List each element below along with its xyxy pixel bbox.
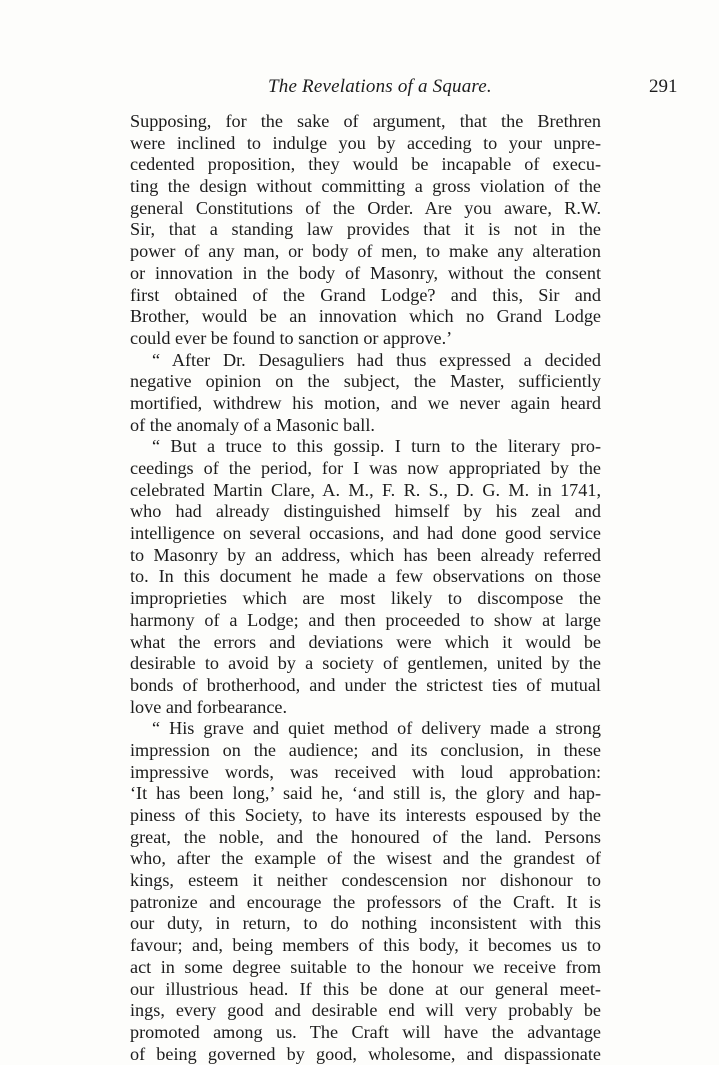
- text-line-content: what the errors and deviations were which it would be: [130, 631, 601, 652]
- text-line: [130, 979, 601, 1001]
- text-line: [130, 588, 601, 610]
- text-line: [130, 111, 601, 133]
- text-line: [130, 545, 601, 567]
- text-line: [130, 913, 601, 935]
- text-line: [130, 263, 601, 285]
- text-line-content: negative opinion on the subject, the Master, sufficiently: [130, 371, 601, 392]
- text-line-content: Brother, would be an innovation which no Grand Lodge: [130, 306, 601, 327]
- text-line-content: mortified, withdrew his motion, and we never again heard: [130, 392, 601, 413]
- text-line-content: harmony of a Lodge; and then proceeded to show at large: [130, 609, 601, 630]
- text-line-content: Supposing, for the sake of argument, that the Brethren: [130, 111, 601, 131]
- text-line-content: impression on the audience; and its conclusion, in these: [130, 739, 601, 760]
- text-line-content: “ After Dr. Desaguliers had thus expressed a decided: [152, 349, 601, 370]
- running-title: The Revelations of a Square.: [268, 76, 492, 97]
- text-line: [130, 1022, 601, 1044]
- text-line: [130, 241, 601, 263]
- text-line: [130, 436, 601, 458]
- text-line-content: improprieties which are most likely to discompose the: [130, 588, 601, 609]
- text-line: [130, 133, 601, 155]
- text-line: [130, 848, 601, 870]
- text-line-content: to Masonry by an address, which has been already referred: [130, 544, 601, 565]
- text-line: [130, 740, 601, 762]
- text-line-content: kings, esteem it neither condescension nor dishonour to: [130, 870, 601, 891]
- text-line-content: ‘It has been long,’ said he, ‘and still is, the glory and hap-: [130, 783, 601, 804]
- text-line: [130, 523, 601, 545]
- text-line-content: who, after the example of the wisest and the grandest of: [130, 848, 601, 869]
- text-line-content: impressive words, was received with loud approbation:: [130, 761, 601, 782]
- text-line: [130, 415, 601, 437]
- text-line: [130, 219, 601, 241]
- text-line: [130, 827, 601, 849]
- text-line: [130, 762, 601, 784]
- text-line: [130, 675, 601, 697]
- text-line: [130, 328, 601, 350]
- text-line-content: Sir, that a standing law provides that it is not in the: [130, 219, 601, 240]
- text-line-content: our illustrious head. If this be done at our general meet-: [130, 978, 601, 999]
- text-line: [130, 1000, 601, 1022]
- text-line-content: of being governed by good, wholesome, and dispassionate: [130, 1043, 601, 1064]
- text-line: [130, 350, 601, 372]
- text-line-content: ings, every good and desirable end will very probably be: [130, 1000, 601, 1021]
- page-number: 291: [649, 76, 678, 97]
- text-line-content: power of any man, or body of men, to make any alteration: [130, 241, 601, 262]
- text-line: [130, 176, 601, 198]
- text-line-content: patronize and encourage the professors of the Craft. It is: [130, 891, 601, 912]
- text-line-content: who had already distinguished himself by his zeal and: [130, 501, 601, 522]
- text-line-content: first obtained of the Grand Lodge? and this, Sir and: [130, 284, 601, 305]
- text-line: [130, 480, 601, 502]
- body-text: [130, 111, 601, 1065]
- text-line-content: intelligence on several occasions, and had done good service: [130, 523, 601, 544]
- text-line-content: piness of this Society, to have its interests espoused by the: [130, 805, 601, 825]
- text-line-content: act in some degree suitable to the honour we receive from: [130, 956, 601, 977]
- text-line-content: cedented proposition, they would be incapable of execu-: [130, 154, 601, 175]
- text-line-content: celebrated Martin Clare, A. M., F. R. S., D. G. M. in 1741,: [130, 479, 601, 500]
- text-line: [130, 393, 601, 415]
- text-line: [130, 198, 601, 220]
- text-line-content: bonds of brotherhood, and under the strictest ties of mutual: [130, 674, 601, 695]
- text-line: [130, 610, 601, 632]
- text-line-content: of the anomaly of a Masonic ball.: [130, 414, 375, 435]
- text-line: [130, 306, 601, 328]
- text-line-content: ting the design without committing a gross violation of the: [130, 176, 601, 197]
- text-line: [130, 892, 601, 914]
- text-line: [130, 371, 601, 393]
- text-line-content: great, the noble, and the honoured of the land. Persons: [130, 826, 601, 847]
- text-line-content: our duty, in return, to do nothing inconsistent with this: [130, 913, 601, 934]
- text-line: [130, 653, 601, 675]
- text-line: [130, 870, 601, 892]
- text-line: [130, 697, 601, 719]
- text-line: [130, 566, 601, 588]
- text-line-content: love and forbearance.: [130, 696, 288, 717]
- text-line: [130, 957, 601, 979]
- text-line: [130, 458, 601, 480]
- text-line-content: “ His grave and quiet method of delivery made a strong: [152, 718, 601, 739]
- text-line-content: were inclined to indulge you by acceding to your unpre-: [130, 132, 601, 153]
- text-line: [130, 501, 601, 523]
- text-line-content: “ But a truce to this gossip. I turn to the literary pro-: [152, 436, 601, 457]
- text-line-content: to. In this document he made a few observations on those: [130, 566, 601, 587]
- text-line-content: desirable to avoid by a society of gentlemen, united by the: [130, 653, 601, 674]
- text-line-content: or innovation in the body of Masonry, without the consent: [130, 262, 601, 283]
- text-line: [130, 805, 601, 827]
- text-line-content: favour; and, being members of this body, it becomes us to: [130, 935, 601, 956]
- text-line-content: could ever be found to sanction or approve.’: [130, 327, 453, 348]
- text-line: [130, 1044, 601, 1065]
- page-header: [0, 76, 719, 102]
- text-line: [130, 783, 601, 805]
- text-line-content: general Constitutions of the Order. Are you aware, R.W.: [130, 197, 601, 218]
- text-line: [130, 632, 601, 654]
- text-line: [130, 935, 601, 957]
- text-line: [130, 285, 601, 307]
- text-line: [130, 718, 601, 740]
- text-line-content: ceedings of the period, for I was now appropriated by the: [130, 458, 601, 478]
- text-line-content: promoted among us. The Craft will have the advantage: [130, 1021, 601, 1042]
- text-line: [130, 154, 601, 176]
